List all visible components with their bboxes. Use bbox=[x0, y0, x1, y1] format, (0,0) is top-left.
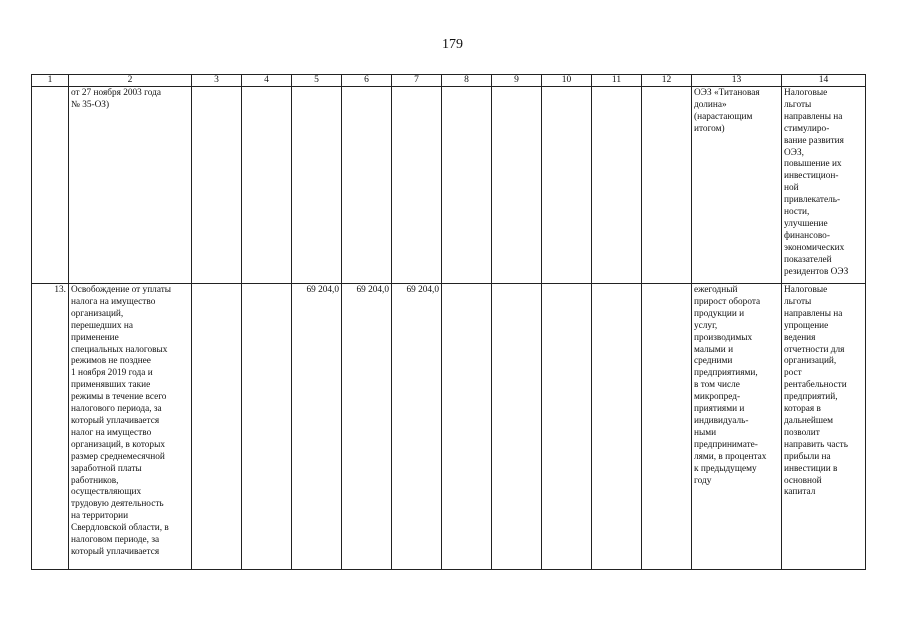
empty-cell bbox=[492, 87, 542, 284]
table-header-row bbox=[32, 75, 866, 87]
page-number: 179 bbox=[442, 37, 463, 52]
header-cell-11: 11 bbox=[592, 75, 642, 87]
header-cell-12: 12 bbox=[642, 75, 692, 87]
purpose-cell: Налоговые льготы направлены на упрощение ведения отчетности для организаций, рост рентабельности предприятий, которая в дальнейшем позволит направить часть прибыли на инвестиции в основной капитал bbox=[782, 284, 866, 570]
header-cell-3: 3 bbox=[192, 75, 242, 87]
indicator-cell: ОЭЗ «Титановая долина» (нарастающим итогом) bbox=[692, 87, 782, 284]
description-cell: Освобождение от уплаты налога на имущество организаций, перешедших на применение специальных налоговых режимов не позднее 1 ноября 2019 года и применявших такие режимы в течение всего налогового периода, за который уплачивается налог на имущество организаций, в которых размер среднемесячной заработной платы работников, осуществляющих трудовую деятельность на территории Свердловской области, в налоговом периоде, за который уплачивается bbox=[69, 284, 192, 570]
indicator-cell: ежегодный прирост оборота продукции и услуг, производимых малыми и средними предприятиями, в том числе микропред- приятиями и индивидуаль- ными предпринимате- лями, в процентах к предыдущему году bbox=[692, 284, 782, 570]
empty-cell bbox=[442, 284, 492, 570]
header-cell-1: 1 bbox=[32, 75, 69, 87]
empty-cell bbox=[442, 87, 492, 284]
value-cell: 69 204,0 bbox=[342, 284, 392, 570]
value-cell bbox=[292, 87, 342, 284]
value-cell bbox=[392, 87, 442, 284]
data-table bbox=[31, 74, 866, 570]
header-cell-8: 8 bbox=[442, 75, 492, 87]
value-cell: 69 204,0 bbox=[292, 284, 342, 570]
empty-cell bbox=[492, 284, 542, 570]
header-cell-6: 6 bbox=[342, 75, 392, 87]
description-cell: от 27 ноября 2003 года № 35-ОЗ) bbox=[69, 87, 192, 284]
row-number-cell: 13. bbox=[32, 284, 69, 570]
header-cell-9: 9 bbox=[492, 75, 542, 87]
empty-cell bbox=[542, 284, 592, 570]
value-cell: 69 204,0 bbox=[392, 284, 442, 570]
empty-cell bbox=[642, 284, 692, 570]
table-row-13 bbox=[32, 284, 866, 570]
header-cell-10: 10 bbox=[542, 75, 592, 87]
empty-cell bbox=[192, 87, 242, 284]
empty-cell bbox=[592, 87, 642, 284]
table-row-continuation bbox=[32, 87, 866, 284]
empty-cell bbox=[242, 284, 292, 570]
header-cell-14: 14 bbox=[782, 75, 866, 87]
empty-cell bbox=[192, 284, 242, 570]
empty-cell bbox=[542, 87, 592, 284]
value-cell bbox=[342, 87, 392, 284]
header-cell-13: 13 bbox=[692, 75, 782, 87]
empty-cell bbox=[242, 87, 292, 284]
header-cell-7: 7 bbox=[392, 75, 442, 87]
header-cell-2: 2 bbox=[69, 75, 192, 87]
empty-cell bbox=[642, 87, 692, 284]
row-number-cell bbox=[32, 87, 69, 284]
header-cell-4: 4 bbox=[242, 75, 292, 87]
empty-cell bbox=[592, 284, 642, 570]
purpose-cell: Налоговые льготы направлены на стимулиро- вание развития ОЭЗ, повышение их инвестицион- ной привлекатель- ности, улучшение финансово- экономических показателей резидентов ОЭЗ bbox=[782, 87, 866, 284]
header-cell-5: 5 bbox=[292, 75, 342, 87]
